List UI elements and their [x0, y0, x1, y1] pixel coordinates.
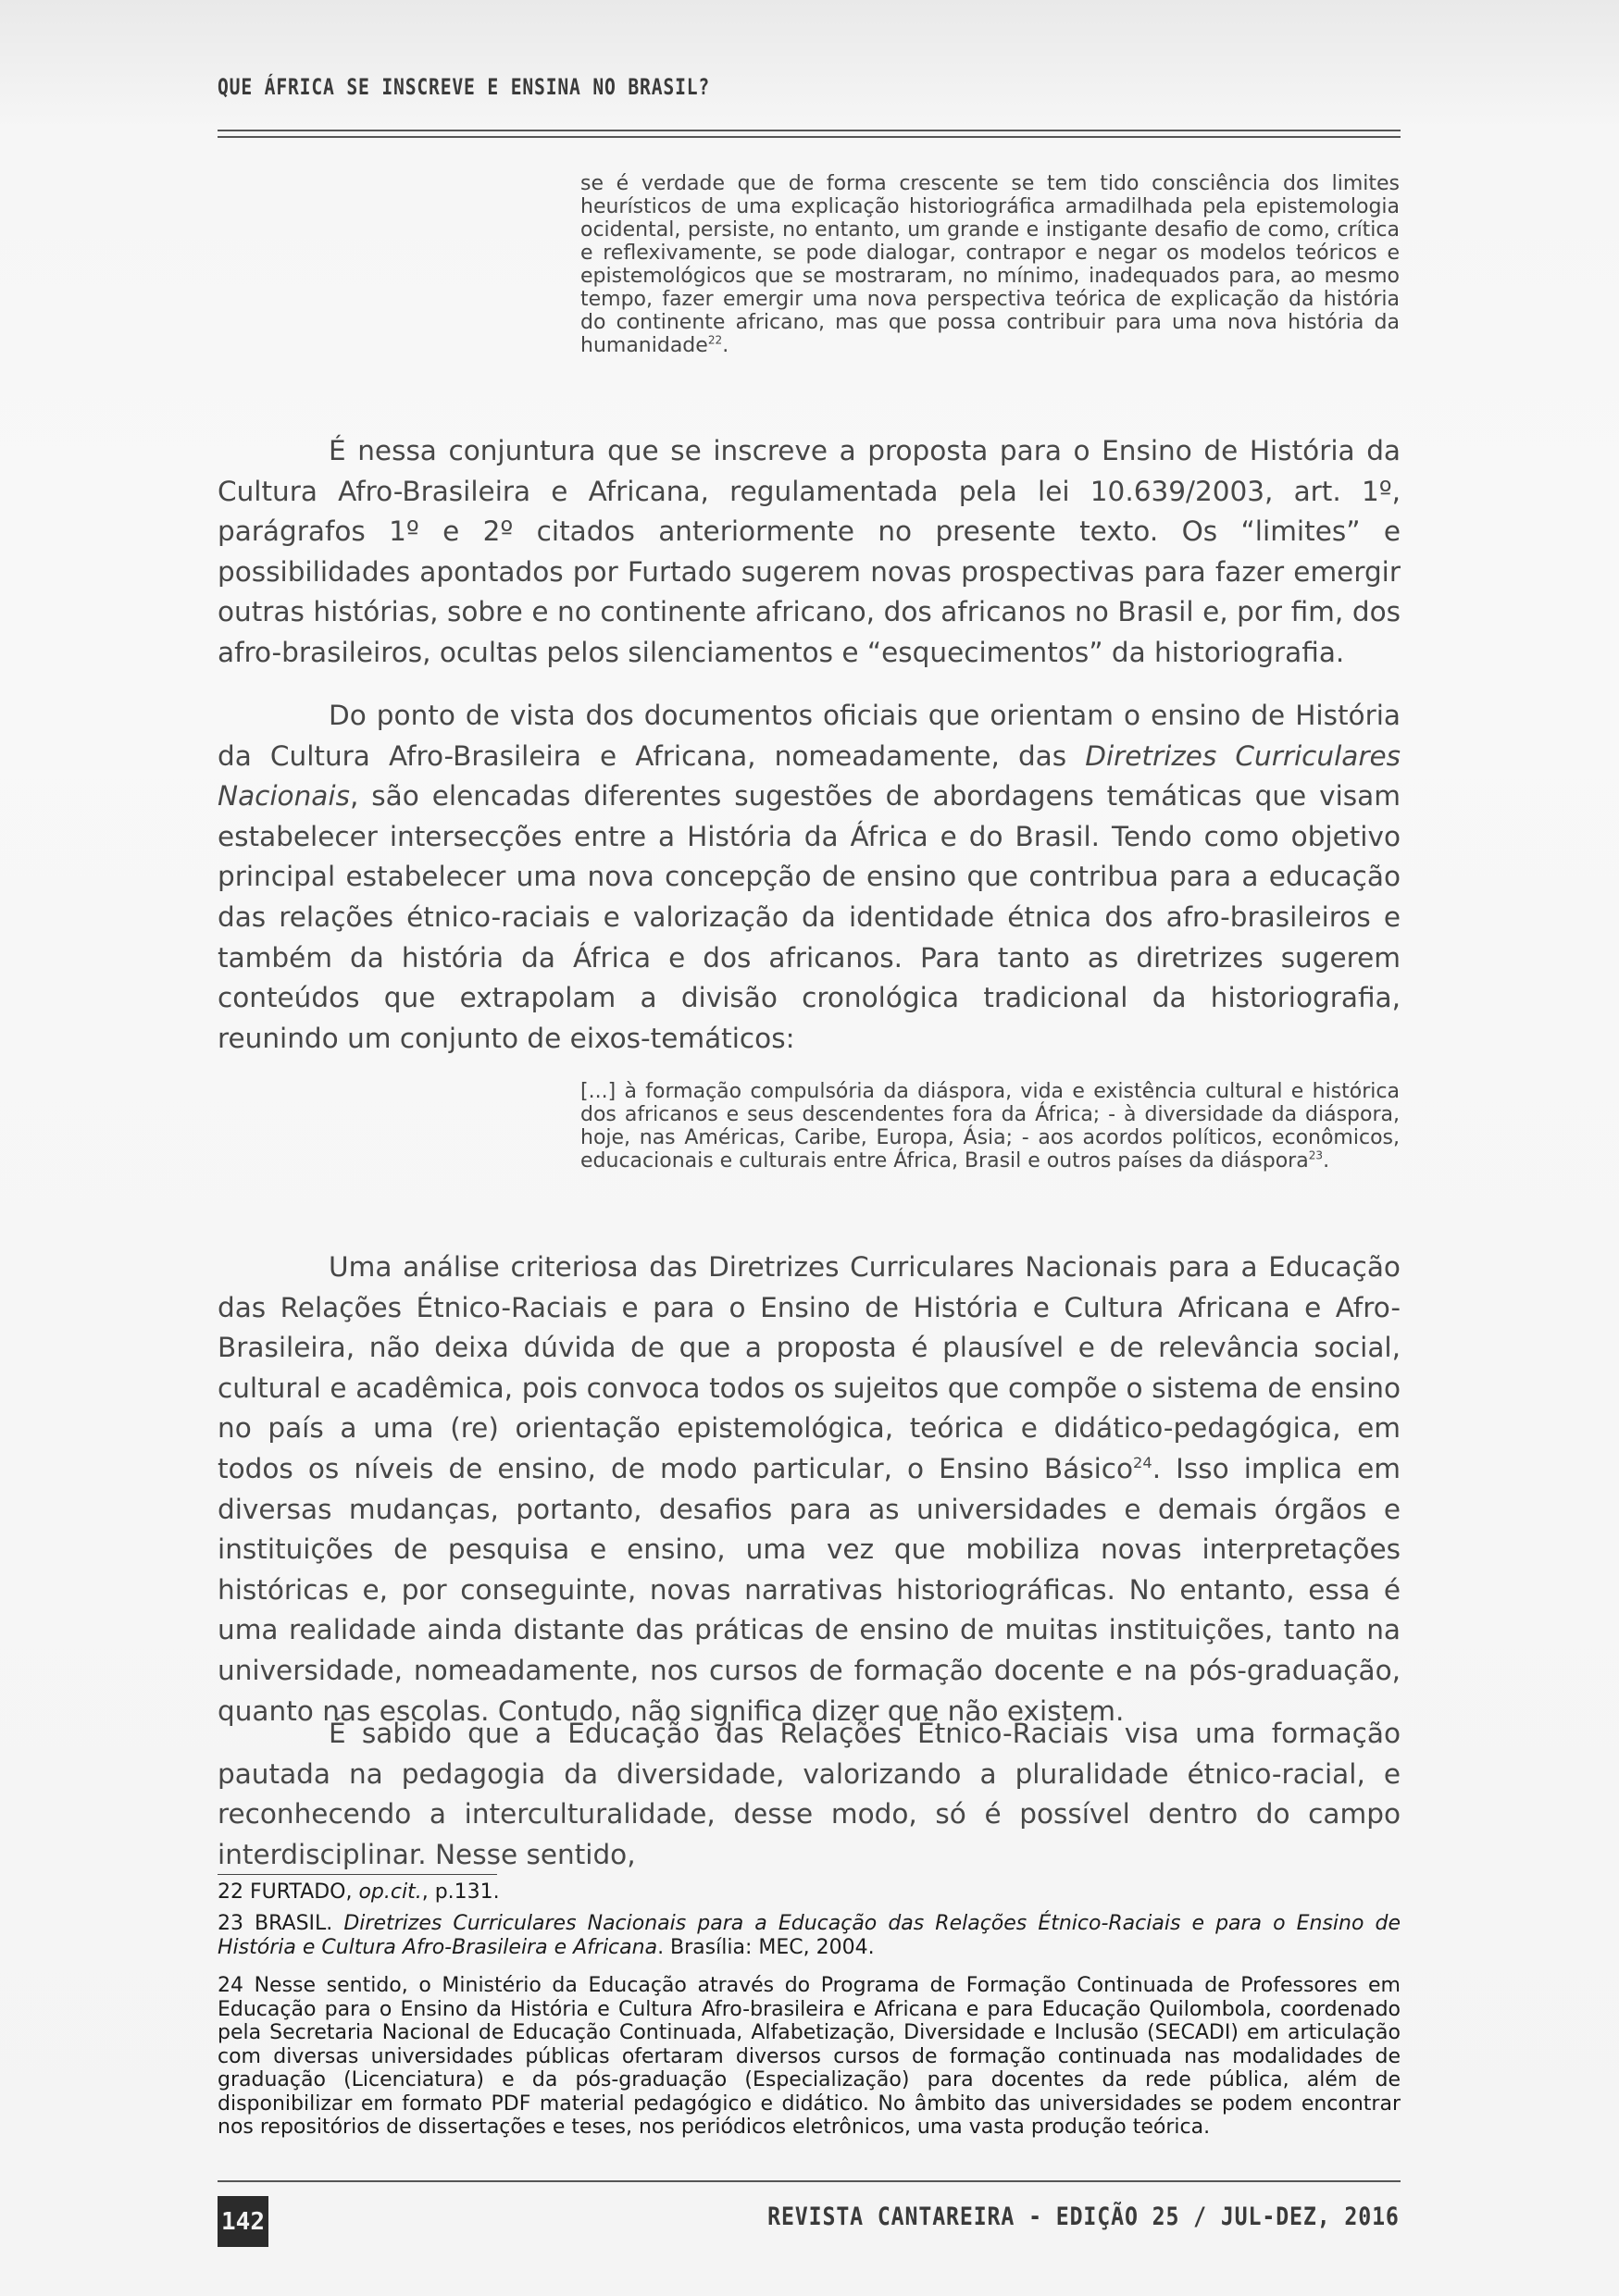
- block-quote-text: se é verdade que de forma crescente se tem tido consciência dos limites heurísticos de uma explicação historiográfica armadilhada pela epistemologia ocidental, persiste, no entanto, um grande e instigante desafio de como, crítica e reflexivamente, se pode dialogar, contrapor e negar os modelos teóricos e epistemológicos que se mostraram, no mínimo, inadequados para, ao mesmo tempo, fazer emergir uma nova perspectiva teórica de explicação da história do continente africano, mas que possa contribuir para uma nova história da humanidade: [580, 172, 1400, 357]
- paragraph-text: Uma análise criteriosa das Diretrizes Curriculares Nacionais para a Educação das Relações Étnico-Raciais e para o Ensino de História e Cultura Africana e Afro-Brasileira, não deixa dúvida de que a proposta é plausível e de relevância social, cultural e acadêmica, pois convoca todos os sujeitos que compõe o sistema de ensino no país a uma (re) orientação epistemológica, teórica e didático-pedagógica, em todos os níveis de ensino, de modo particular, o Ensino Básico: [218, 1251, 1401, 1484]
- header-rule-bottom: [218, 136, 1401, 138]
- header-rule-top: [218, 130, 1401, 131]
- footnote-22: [218, 1880, 1401, 1905]
- footnote-italic: Diretrizes Curriculares Nacionais para a Educação das Relações Étnico-Raciais e para o Ensino de História e Cultura Afro-Brasileira e Africana: [218, 1912, 1401, 1959]
- body-paragraph-4: [218, 1714, 1401, 1875]
- body-paragraph-3: [218, 1247, 1401, 1731]
- block-quote-end: .: [722, 334, 729, 357]
- journal-title: REVISTA CANTAREIRA - EDIÇÃO 25 / JUL-DEZ, 2016: [767, 2203, 1400, 2231]
- body-paragraph-1: [218, 431, 1401, 674]
- page-number: 142: [218, 2196, 268, 2247]
- footnote-ref-24[interactable]: 24: [1133, 1454, 1152, 1472]
- block-quote-text: [...] à formação compulsória da diáspora, vida e existência cultural e histórica dos africanos e seus descendentes fora da África; - à diversidade da diáspora, hoje, nas Américas, Caribe, Europa, Ásia; - aos acordos políticos, econômicos, educacionais e culturais entre África, Brasil e outros países da diáspora: [580, 1080, 1400, 1173]
- footnote-ref-23[interactable]: 23: [1308, 1148, 1324, 1162]
- footnote-separator: [218, 1874, 497, 1875]
- footnote-italic: op.cit.: [358, 1880, 422, 1904]
- block-quote-diretrizes: [580, 1080, 1400, 1173]
- paragraph-text: Do ponto de vista dos documentos oficiais que orientam o ensino de História da Cultura Afro-Brasileira e Africana, nomeadamente, das: [218, 700, 1401, 772]
- paragraph-text: É sabido que a Educação das Relações Étnico-Raciais visa uma formação pautada na pedagogia da diversidade, valorizando a pluralidade étnico-racial, e reconhecendo a interculturalidade, desse modo, só é possível dentro do campo interdisciplinar. Nesse sentido,: [218, 1718, 1401, 1870]
- block-quote-end: .: [1323, 1149, 1330, 1173]
- footnote-text: 23 BRASIL.: [218, 1912, 344, 1935]
- footnote-text: . Brasília: MEC, 2004.: [657, 1935, 875, 1959]
- paragraph-text: , são elencadas diferentes sugestões de abordagens temáticas que visam estabelecer intersecções entre a História da África e do Brasil. Tendo como objetivo principal estabelecer uma nova concepção de ensino que contribua para a educação das relações étnico-raciais e valorização da identidade étnica dos afro-brasileiros e também da história da África e dos africanos. Para tanto as diretrizes sugerem conteúdos que extrapolam a divisão cronológica tradicional da historiografia, reunindo um conjunto de eixos-temáticos:: [218, 780, 1401, 1054]
- footnote-text: 22 FURTADO,: [218, 1880, 359, 1904]
- footnote-text: , p.131.: [421, 1880, 500, 1904]
- running-head: QUE ÁFRICA SE INSCREVE E ENSINA NO BRASIL?: [218, 74, 711, 100]
- body-paragraph-2: [218, 696, 1401, 1059]
- paragraph-text: . Isso implica em diversas mudanças, portanto, desafios para as universidades e demais órgãos e instituições de pesquisa e ensino, uma vez que mobiliza novas interpretações históricas e, por conseguinte, novas narrativas historiográficas. No entanto, essa é uma realidade ainda distante das práticas de ensino de muitas instituições, tanto na universidade, nomeadamente, nos cursos de formação docente e na pós-graduação, quanto nas escolas. Contudo, não significa dizer que não existem.: [218, 1452, 1401, 1727]
- footnote-23: [218, 1912, 1401, 1959]
- block-quote-furtado: [580, 172, 1400, 357]
- footer-rule: [218, 2180, 1401, 2182]
- paragraph-text: É nessa conjuntura que se inscreve a proposta para o Ensino de História da Cultura Afro-Brasileira e Africana, regulamentada pela lei 10.639/2003, art. 1º, parágrafos 1º e 2º citados anteriormente no presente texto. Os “limites” e possibilidades apontados por Furtado sugerem novas prospectivas para fazer emergir outras histórias, sobre e no continente africano, dos africanos no Brasil e, por fim, dos afro-brasileiros, ocultas pelos silenciamentos e “esquecimentos” da historiografia.: [218, 435, 1401, 668]
- paragraph-italic: Diretrizes Curriculares Nacionais: [218, 739, 1401, 813]
- footnote-24: [218, 1974, 1401, 2140]
- footnote-text: 24 Nesse sentido, o Ministério da Educação através do Programa de Formação Continuada de Professores em Educação para o Ensino da História e Cultura Afro-brasileira e Africana e para Educação Quilombola, coordenado pela Secretaria Nacional de Educação Continuada, Alfabetização, Diversidade e Inclusão (SECADI) em articulação com diversas universidades públicas ofertaram diversos cursos de formação continuada nas modalidades de graduação (Licenciatura) e da pós-graduação (Especialização) para docentes da rede pública, além de disponibilizar em formato PDF material pedagógico e didático. No âmbito das universidades se podem encontrar nos repositórios de dissertações e teses, nos periódicos eletrônicos, uma vasta produção teórica.: [218, 1974, 1401, 2139]
- footnote-ref-22[interactable]: 22: [707, 333, 723, 347]
